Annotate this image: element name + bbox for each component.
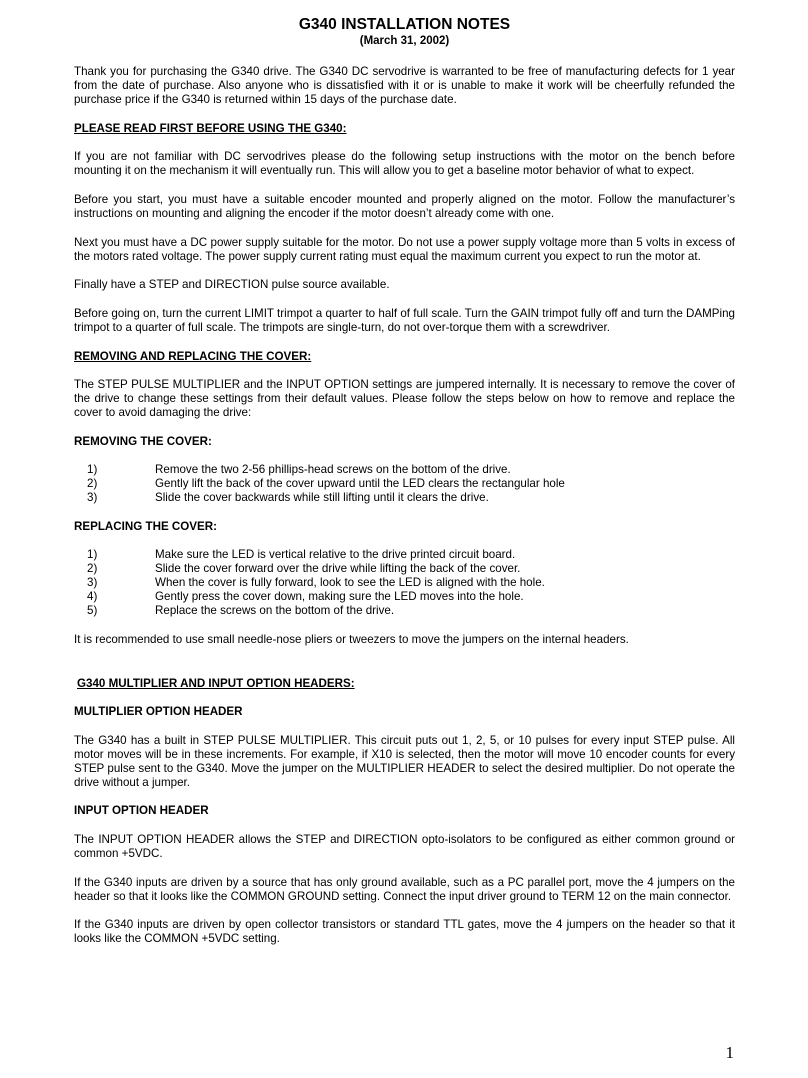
step-text: Gently press the cover down, making sure the LED moves into the hole. bbox=[155, 590, 524, 604]
step-number: 2) bbox=[87, 477, 98, 491]
read-first-heading: PLEASE READ FIRST BEFORE USING THE G340: bbox=[74, 121, 347, 135]
list-item bbox=[74, 576, 735, 590]
list-item bbox=[74, 548, 735, 562]
document-page bbox=[74, 16, 735, 961]
step-number: 3) bbox=[87, 576, 98, 590]
input-option-paragraph: The INPUT OPTION HEADER allows the STEP and DIRECTION opto-isolators to be configured as either common ground or common +5VDC. bbox=[74, 832, 735, 860]
page-number: 1 bbox=[725, 1043, 734, 1062]
cover-note: It is recommended to use small needle-nose pliers or tweezers to move the jumpers on the internal headers. bbox=[74, 632, 629, 646]
cover-heading: REMOVING AND REPLACING THE COVER: bbox=[74, 349, 312, 363]
document-date: (March 31, 2002) bbox=[359, 35, 450, 47]
step-number: 5) bbox=[87, 604, 98, 618]
replacing-heading: REPLACING THE COVER: bbox=[74, 519, 217, 533]
read-first-paragraph: Before going on, turn the current LIMIT trimpot a quarter to half of full scale. Turn the GAIN trimpot fully off and turn the DAMPing trimpot to a quarter of full scale. The trimpots are single-turn, do not over-torque them with a screwdriver. bbox=[74, 306, 735, 335]
intro-paragraph: Thank you for purchasing the G340 drive. The G340 DC servodrive is warranted to be free of manufacturing defects for 1 year from the date of purchase. Also anyone who is dissatisfied with it or is unable to make it work will be cheerfully refunded the purchase price if the G340 is returned within 15 days of the purchase date. bbox=[74, 65, 735, 107]
read-first-paragraph: Finally have a STEP and DIRECTION pulse source available. bbox=[74, 278, 390, 292]
read-first-paragraph: Next you must have a DC power supply suitable for the motor. Do not use a power supply voltage more than 5 volts in excess of the motors rated voltage. The power supply current rating must equal the maximum current you expect to run the motor at. bbox=[74, 235, 735, 263]
step-text: Make sure the LED is vertical relative to the drive printed circuit board. bbox=[155, 548, 516, 562]
multiplier-paragraph: The G340 has a built in STEP PULSE MULTIPLIER. This circuit puts out 1, 2, 5, or 10 pulses for every input STEP pulse. All motor moves will be in these increments. For example, if X10 is selected, then the motor will move 10 encoder counts for every STEP pulse sent to the G340. Move the jumper on the MULTIPLIER HEADER to select the desired multiplier. Do not operate the drive without a jumper. bbox=[74, 733, 735, 789]
read-first-paragraph: Before you start, you must have a suitable encoder mounted and properly aligned on the motor. Follow the manufacturer’s instructions on mounting and aligning the encoder if the motor doesn’t already come with one. bbox=[74, 192, 735, 221]
replacing-steps bbox=[74, 548, 735, 618]
read-first-paragraph: If you are not familiar with DC servodrives please do the following setup instructions with the motor on the bench before mounting it on the mechanism it will eventually run. This will allow you to get a baseline motor behavior of what to expect. bbox=[74, 150, 735, 178]
input-option-paragraph: If the G340 inputs are driven by open collector transistors or standard TTL gates, move the 4 jumpers on the header so that it looks like the COMMON +5VDC setting. bbox=[74, 918, 735, 946]
list-item bbox=[74, 604, 735, 618]
step-number: 4) bbox=[87, 590, 98, 604]
list-item bbox=[74, 463, 735, 477]
step-number: 3) bbox=[87, 491, 98, 505]
cover-intro: The STEP PULSE MULTIPLIER and the INPUT OPTION settings are jumpered internally. It is necessary to remove the cover of the drive to change these settings from their default values. Please follow the steps below on how to remove and replace the cover to avoid damaging the drive: bbox=[74, 378, 735, 420]
list-item bbox=[74, 491, 735, 505]
multiplier-heading: MULTIPLIER OPTION HEADER bbox=[74, 705, 243, 718]
step-number: 1) bbox=[87, 463, 98, 477]
step-text: Gently lift the back of the cover upward until the LED clears the rectangular hole bbox=[155, 477, 565, 491]
step-text: Slide the cover backwards while still lifting until it clears the drive. bbox=[155, 491, 489, 505]
removing-heading: REMOVING THE COVER: bbox=[74, 434, 212, 448]
step-text: Remove the two 2-56 phillips-head screws on the bottom of the drive. bbox=[155, 463, 511, 477]
list-item bbox=[74, 590, 735, 604]
input-option-heading: INPUT OPTION HEADER bbox=[74, 804, 209, 818]
step-text: Slide the cover forward over the drive while lifting the back of the cover. bbox=[155, 562, 521, 576]
spacer bbox=[74, 662, 735, 677]
headers-heading: G340 MULTIPLIER AND INPUT OPTION HEADERS: bbox=[77, 676, 355, 690]
list-item bbox=[74, 562, 735, 576]
step-text: Replace the screws on the bottom of the drive. bbox=[155, 604, 395, 618]
step-number: 1) bbox=[87, 548, 98, 562]
input-option-paragraph: If the G340 inputs are driven by a source that has only ground available, such as a PC parallel port, move the 4 jumpers on the header so that it looks like the COMMON GROUND setting. Connect the input driver ground to TERM 12 on the main connector. bbox=[74, 875, 735, 903]
step-number: 2) bbox=[87, 562, 98, 576]
list-item bbox=[74, 477, 735, 491]
step-text: When the cover is fully forward, look to see the LED is aligned with the hole. bbox=[155, 576, 545, 590]
removing-steps bbox=[74, 463, 735, 505]
page-title: G340 INSTALLATION NOTES bbox=[298, 16, 511, 33]
